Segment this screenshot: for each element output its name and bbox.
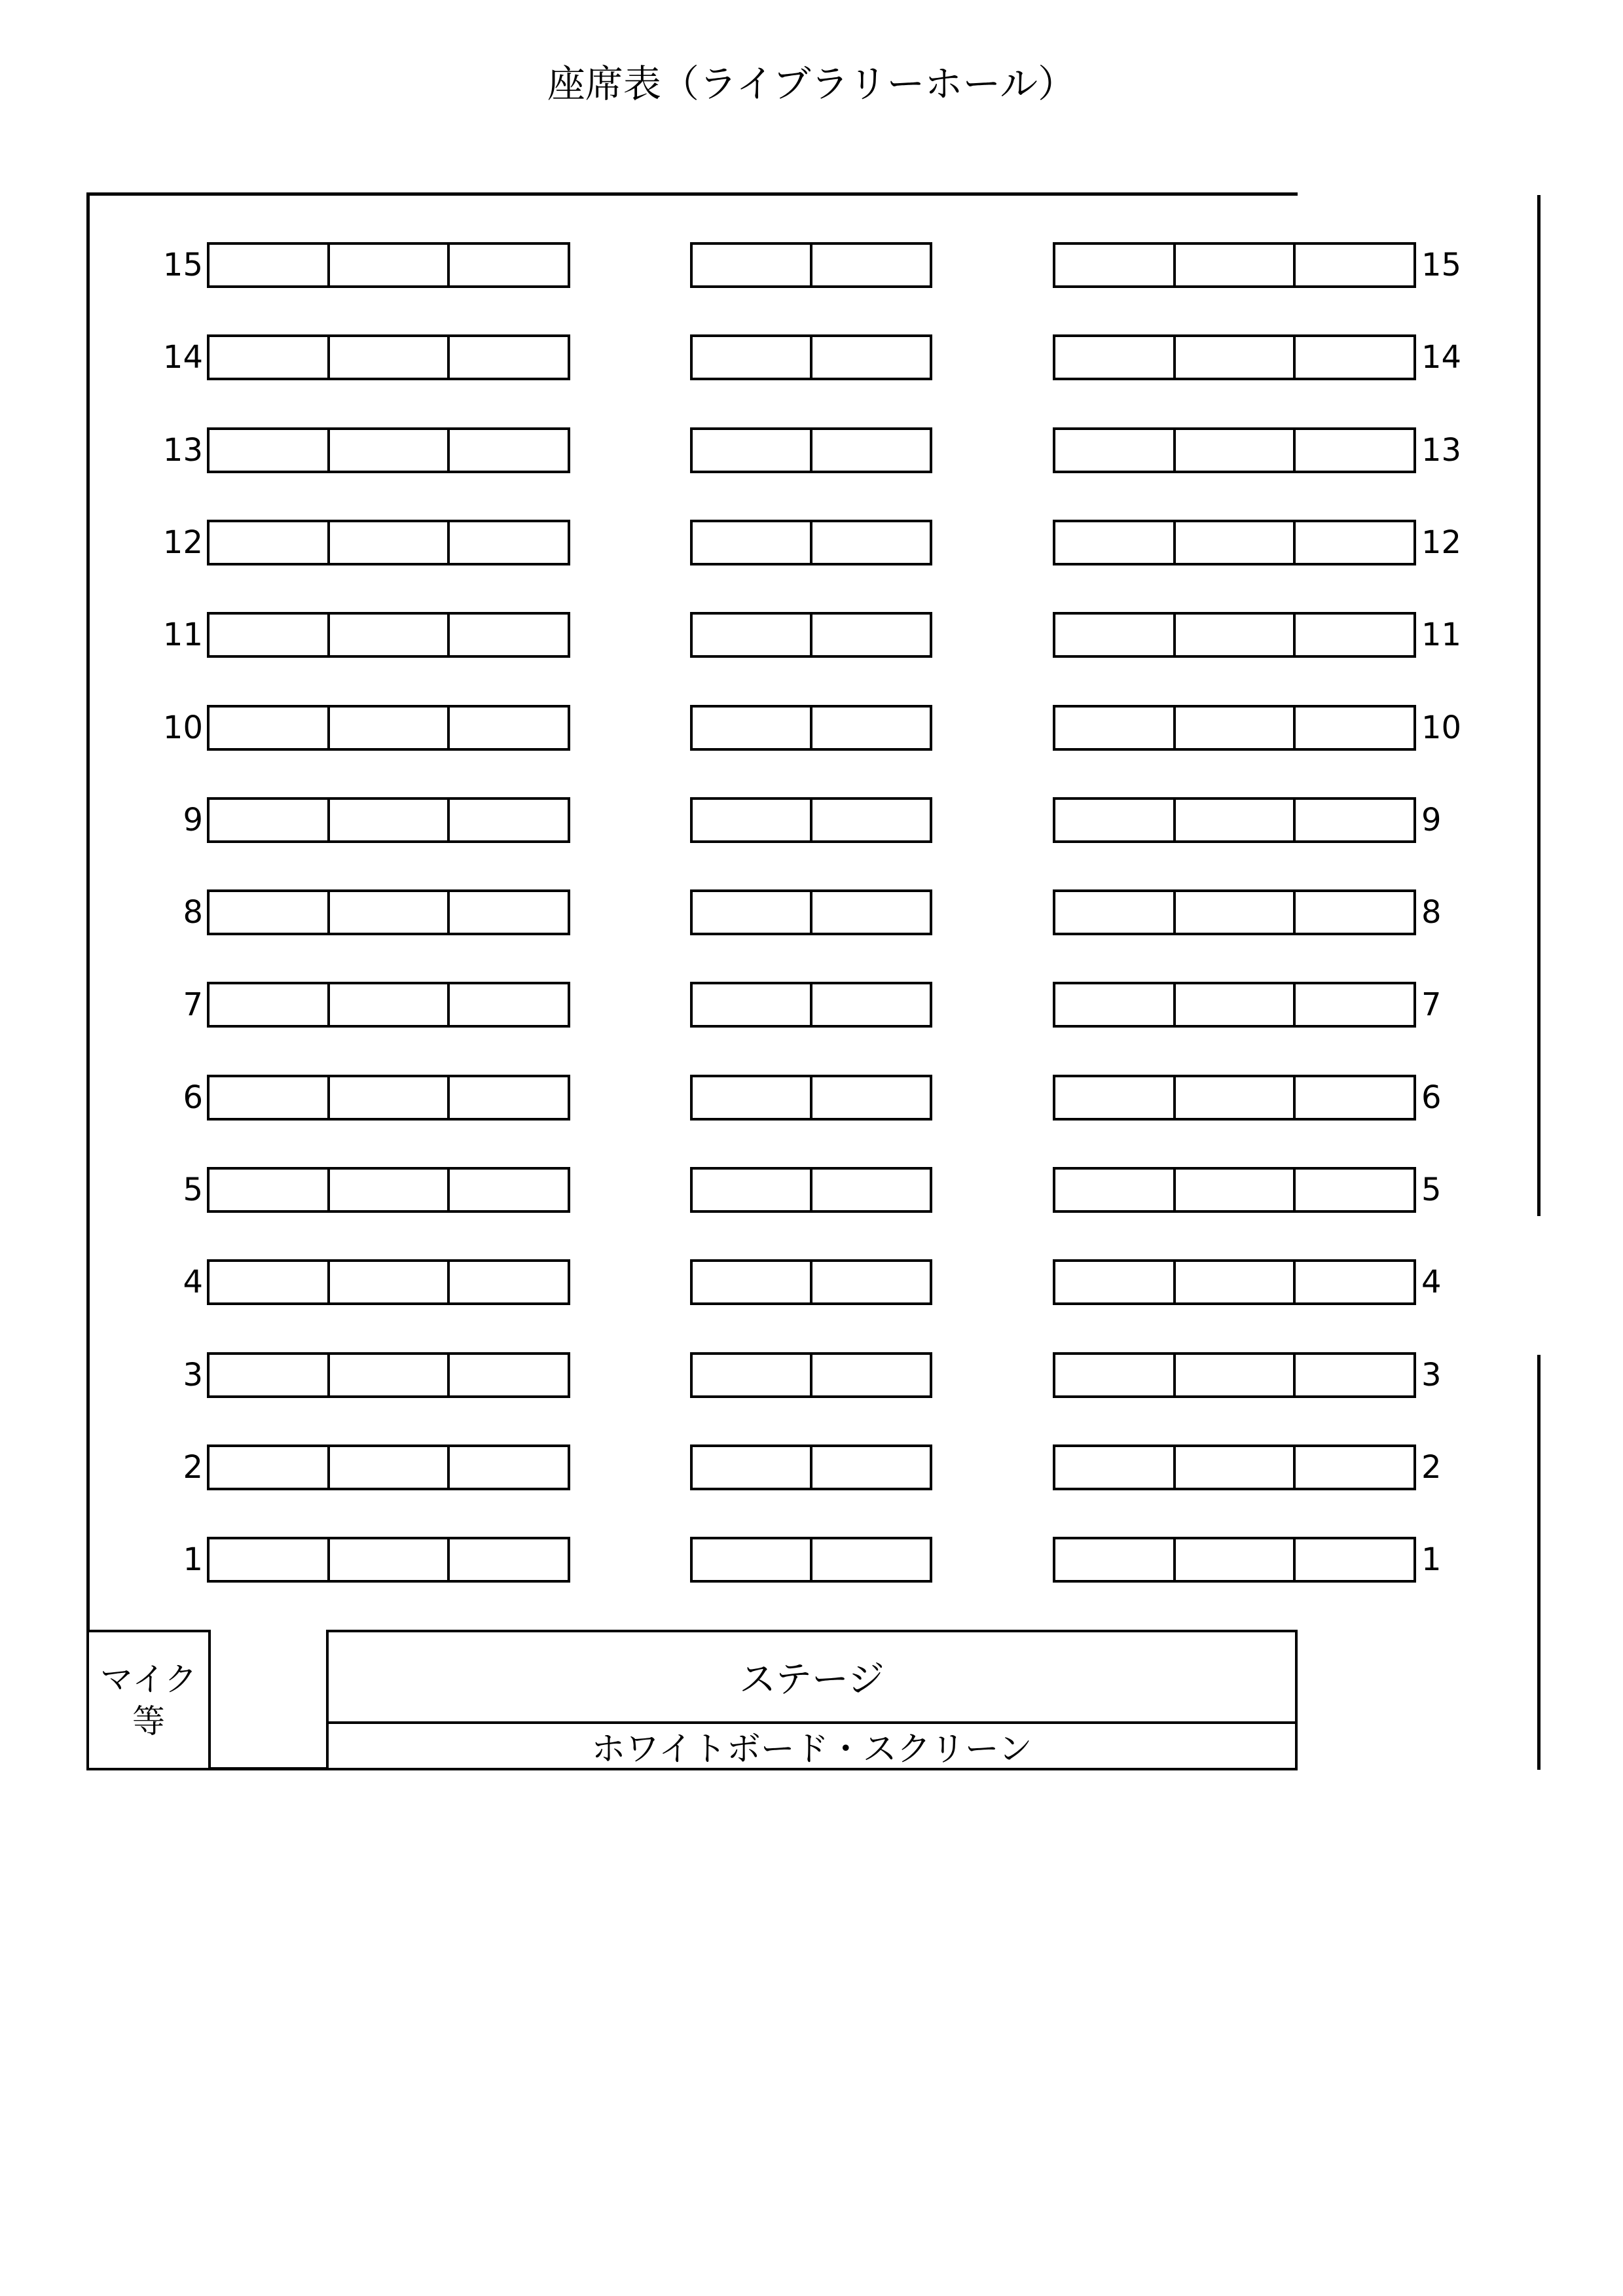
left-block-row-12	[207, 520, 570, 565]
seat[interactable]	[1173, 708, 1294, 748]
seat[interactable]	[693, 984, 810, 1025]
seat[interactable]	[1293, 245, 1413, 285]
seat[interactable]	[327, 615, 448, 655]
right-block-row-1	[1053, 1537, 1416, 1583]
row-number-left: 13	[162, 432, 203, 469]
seat[interactable]	[327, 1447, 448, 1488]
seat[interactable]	[210, 615, 327, 655]
right-block-row-3	[1053, 1352, 1416, 1398]
mic-area	[86, 1630, 211, 1770]
row-number-left: 4	[183, 1264, 203, 1300]
row-number-left: 11	[162, 617, 203, 653]
whiteboard-screen	[326, 1721, 1298, 1770]
seat[interactable]	[1293, 1355, 1413, 1395]
seat[interactable]	[327, 337, 448, 378]
seat[interactable]	[693, 615, 810, 655]
row-number-right: 3	[1421, 1357, 1442, 1393]
seat[interactable]	[1055, 1262, 1173, 1302]
row-number-left: 1	[183, 1541, 203, 1578]
row-number-left: 3	[183, 1357, 203, 1393]
seat[interactable]	[210, 1262, 327, 1302]
seat[interactable]	[1055, 984, 1173, 1025]
seat[interactable]	[210, 337, 327, 378]
seat[interactable]	[1173, 1539, 1294, 1580]
seat[interactable]	[327, 984, 448, 1025]
seat[interactable]	[1173, 984, 1294, 1025]
seat[interactable]	[810, 1077, 930, 1118]
left-wall	[86, 192, 90, 1770]
seat[interactable]	[210, 892, 327, 933]
right-block-row-11	[1053, 612, 1416, 658]
seat[interactable]	[1173, 245, 1294, 285]
center-block-row-1	[690, 1537, 932, 1583]
left-block-row-1	[207, 1537, 570, 1583]
seat[interactable]	[1293, 522, 1413, 563]
seat[interactable]	[1173, 615, 1294, 655]
center-block-row-3	[690, 1352, 932, 1398]
seat[interactable]	[327, 1170, 448, 1210]
right-block-row-8	[1053, 889, 1416, 935]
seat[interactable]	[1055, 1170, 1173, 1210]
seat[interactable]	[447, 1447, 568, 1488]
seat[interactable]	[1293, 430, 1413, 471]
center-block-row-10	[690, 705, 932, 751]
seat[interactable]	[447, 800, 568, 840]
seat[interactable]	[447, 522, 568, 563]
row-number-left: 8	[183, 894, 203, 931]
left-block-row-2	[207, 1444, 570, 1490]
row-number-right: 14	[1421, 339, 1462, 376]
seat[interactable]	[810, 1355, 930, 1395]
stage-label: ステージ	[739, 1659, 884, 1701]
seat[interactable]	[1293, 892, 1413, 933]
seat[interactable]	[1293, 1077, 1413, 1118]
row-number-right: 13	[1421, 432, 1462, 469]
row-number-right: 5	[1421, 1172, 1442, 1208]
seat[interactable]	[447, 430, 568, 471]
seat[interactable]	[693, 1170, 810, 1210]
seat[interactable]	[447, 1539, 568, 1580]
seat[interactable]	[810, 245, 930, 285]
seat[interactable]	[447, 1355, 568, 1395]
seat[interactable]	[1173, 1262, 1294, 1302]
right-block-row-5	[1053, 1167, 1416, 1213]
row-number-right: 2	[1421, 1449, 1442, 1486]
left-block-row-8	[207, 889, 570, 935]
seat[interactable]	[210, 1355, 327, 1395]
left-block-row-6	[207, 1075, 570, 1121]
seat[interactable]	[210, 1539, 327, 1580]
row-number-right: 1	[1421, 1541, 1442, 1578]
left-block-row-10	[207, 705, 570, 751]
left-block-row-4	[207, 1259, 570, 1305]
seat[interactable]	[1173, 1355, 1294, 1395]
seat[interactable]	[210, 522, 327, 563]
seat[interactable]	[447, 337, 568, 378]
right-block-row-14	[1053, 334, 1416, 380]
seat[interactable]	[810, 1447, 930, 1488]
center-block-row-2	[690, 1444, 932, 1490]
seat[interactable]	[810, 615, 930, 655]
right-block-row-9	[1053, 797, 1416, 843]
seat[interactable]	[1173, 522, 1294, 563]
mic-label-line2: 等	[132, 1702, 165, 1740]
seat[interactable]	[693, 430, 810, 471]
seat[interactable]	[693, 1539, 810, 1580]
row-number-left: 12	[162, 524, 203, 561]
seat[interactable]	[1055, 337, 1173, 378]
right-wall-upper	[1537, 195, 1541, 1216]
mic-label-line1: マイク	[100, 1660, 197, 1698]
seat[interactable]	[1293, 708, 1413, 748]
seat[interactable]	[447, 984, 568, 1025]
seat[interactable]	[210, 984, 327, 1025]
row-number-right: 12	[1421, 524, 1462, 561]
seat[interactable]	[810, 708, 930, 748]
right-wall-lower	[1537, 1355, 1541, 1770]
center-block-row-7	[690, 982, 932, 1028]
seat[interactable]	[693, 1262, 810, 1302]
row-number-right: 10	[1421, 709, 1462, 746]
row-number-left: 5	[183, 1172, 203, 1208]
seat[interactable]	[693, 1355, 810, 1395]
center-block-row-4	[690, 1259, 932, 1305]
seat[interactable]	[447, 615, 568, 655]
right-block-row-10	[1053, 705, 1416, 751]
seat[interactable]	[210, 245, 327, 285]
seat[interactable]	[810, 430, 930, 471]
seat[interactable]	[1055, 1355, 1173, 1395]
left-block-row-7	[207, 982, 570, 1028]
seat[interactable]	[693, 1077, 810, 1118]
center-block-row-13	[690, 427, 932, 473]
seat[interactable]	[693, 245, 810, 285]
row-number-right: 11	[1421, 617, 1462, 653]
right-block-row-4	[1053, 1259, 1416, 1305]
seat[interactable]	[210, 1077, 327, 1118]
seat[interactable]	[447, 708, 568, 748]
seat[interactable]	[1293, 1170, 1413, 1210]
row-number-right: 9	[1421, 802, 1442, 838]
seat[interactable]	[1055, 708, 1173, 748]
seat[interactable]	[810, 892, 930, 933]
center-block-row-12	[690, 520, 932, 565]
seat[interactable]	[447, 1077, 568, 1118]
screen-label: ホワイトボード・スクリーン	[591, 1730, 1032, 1769]
seat[interactable]	[810, 984, 930, 1025]
row-number-right: 6	[1421, 1079, 1442, 1116]
row-number-left: 9	[183, 802, 203, 838]
row-number-left: 2	[183, 1449, 203, 1486]
center-block-row-9	[690, 797, 932, 843]
seat[interactable]	[693, 708, 810, 748]
seat[interactable]	[447, 1170, 568, 1210]
seat[interactable]	[447, 1262, 568, 1302]
seat[interactable]	[1173, 892, 1294, 933]
seat[interactable]	[810, 522, 930, 563]
seat[interactable]	[1293, 984, 1413, 1025]
center-block-row-15	[690, 242, 932, 288]
seat[interactable]	[1173, 800, 1294, 840]
seat[interactable]	[1055, 1447, 1173, 1488]
seat[interactable]	[1055, 615, 1173, 655]
seat[interactable]	[1055, 892, 1173, 933]
left-block-row-13	[207, 427, 570, 473]
seat[interactable]	[1293, 800, 1413, 840]
seat[interactable]	[210, 800, 327, 840]
center-block-row-11	[690, 612, 932, 658]
seat[interactable]	[693, 522, 810, 563]
right-block-row-7	[1053, 982, 1416, 1028]
seat[interactable]	[327, 1539, 448, 1580]
seat[interactable]	[210, 1170, 327, 1210]
right-block-row-15	[1053, 242, 1416, 288]
row-number-right: 4	[1421, 1264, 1442, 1300]
seat[interactable]	[1293, 337, 1413, 378]
stage	[326, 1630, 1298, 1724]
center-block-row-5	[690, 1167, 932, 1213]
seat[interactable]	[327, 892, 448, 933]
seat[interactable]	[327, 1077, 448, 1118]
seat[interactable]	[327, 1262, 448, 1302]
seat[interactable]	[327, 1355, 448, 1395]
right-block-row-2	[1053, 1444, 1416, 1490]
seat[interactable]	[210, 430, 327, 471]
row-number-left: 6	[183, 1079, 203, 1116]
seat[interactable]	[810, 337, 930, 378]
seat[interactable]	[1173, 1077, 1294, 1118]
seat[interactable]	[1293, 615, 1413, 655]
seat[interactable]	[327, 708, 448, 748]
seat[interactable]	[327, 522, 448, 563]
left-block-row-3	[207, 1352, 570, 1398]
right-block-row-6	[1053, 1075, 1416, 1121]
seat[interactable]	[693, 1447, 810, 1488]
seat[interactable]	[1055, 1539, 1173, 1580]
seat[interactable]	[1293, 1262, 1413, 1302]
seat[interactable]	[810, 1539, 930, 1580]
top-wall	[86, 192, 1298, 196]
row-number-left: 14	[162, 339, 203, 376]
seat[interactable]	[447, 245, 568, 285]
center-block-row-14	[690, 334, 932, 380]
seat[interactable]	[693, 800, 810, 840]
seat[interactable]	[1055, 800, 1173, 840]
seat[interactable]	[327, 800, 448, 840]
page-title: 座席表（ライブラリーホール）	[547, 62, 1076, 106]
seat[interactable]	[1055, 430, 1173, 471]
seat[interactable]	[810, 1170, 930, 1210]
seat[interactable]	[1173, 337, 1294, 378]
row-number-left: 10	[162, 709, 203, 746]
row-number-right: 8	[1421, 894, 1442, 931]
left-block-row-11	[207, 612, 570, 658]
seat[interactable]	[810, 1262, 930, 1302]
seat[interactable]	[1173, 1170, 1294, 1210]
left-block-row-15	[207, 242, 570, 288]
seat[interactable]	[1293, 1447, 1413, 1488]
seat[interactable]	[693, 337, 810, 378]
seat[interactable]	[327, 245, 448, 285]
center-block-row-8	[690, 889, 932, 935]
seat[interactable]	[210, 708, 327, 748]
right-block-row-13	[1053, 427, 1416, 473]
right-block-row-12	[1053, 520, 1416, 565]
left-block-row-9	[207, 797, 570, 843]
seat[interactable]	[1055, 522, 1173, 563]
row-number-right: 15	[1421, 247, 1462, 283]
row-number-right: 7	[1421, 986, 1442, 1023]
seat[interactable]	[210, 1447, 327, 1488]
seat[interactable]	[1055, 245, 1173, 285]
seat[interactable]	[1055, 1077, 1173, 1118]
row-number-left: 15	[162, 247, 203, 283]
seat[interactable]	[1173, 430, 1294, 471]
seat[interactable]	[810, 800, 930, 840]
seat[interactable]	[327, 430, 448, 471]
center-block-row-6	[690, 1075, 932, 1121]
left-block-row-14	[207, 334, 570, 380]
left-block-row-5	[207, 1167, 570, 1213]
seat[interactable]	[1293, 1539, 1413, 1580]
seat[interactable]	[1173, 1447, 1294, 1488]
seat[interactable]	[693, 892, 810, 933]
seat[interactable]	[447, 892, 568, 933]
row-number-left: 7	[183, 986, 203, 1023]
